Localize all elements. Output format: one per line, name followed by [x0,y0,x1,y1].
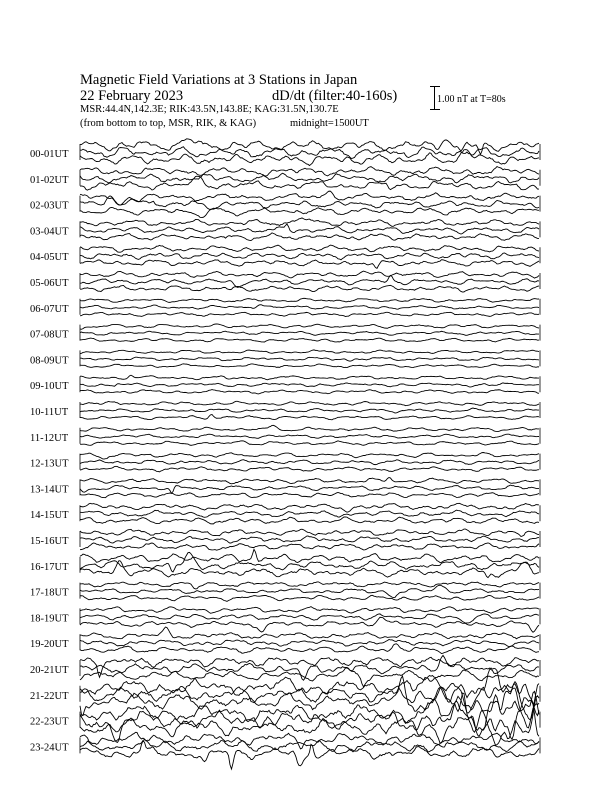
station-trace-msr [80,595,539,601]
station-trace-rik [80,585,539,597]
hour-row [30,425,540,445]
station-trace-rik [80,331,539,335]
station-trace-kag [80,218,539,226]
station-trace-msr [80,176,539,190]
row-label: 18-19UT [30,613,69,625]
station-trace-rik [80,275,539,287]
station-trace-kag [80,298,539,302]
hour-row [30,549,540,577]
station-trace-kag [80,139,539,155]
chart-title: Magnetic Field Variations at 3 Stations in Japan [80,72,358,88]
hour-row [30,324,540,342]
station-trace-msr [80,285,539,292]
midnight-label: midnight=1500UT [290,118,369,129]
hour-row [30,478,540,498]
row-label: 16-17UT [30,561,69,573]
station-trace-rik [80,196,539,210]
hour-row [30,732,540,769]
station-trace-msr [80,644,539,654]
station-trace-rik [80,224,539,234]
row-label: 15-16UT [30,536,69,547]
station-trace-kag [80,324,539,329]
row-label: 06-07UT [30,303,69,315]
station-trace-msr [80,676,539,728]
hour-row [30,503,540,524]
station-trace-msr [80,150,539,166]
station-trace-rik [80,173,539,183]
hour-row [30,298,540,316]
row-label: 08-09UT [30,355,69,367]
hour-row [30,582,540,602]
station-trace-msr [80,492,539,497]
station-trace-msr [80,233,539,241]
hour-row [30,191,540,217]
station-trace-rik [80,485,539,493]
station-trace-msr [80,466,539,472]
station-trace-rik [80,510,539,517]
station-trace-kag [80,425,539,431]
row-label: 00-01UT [30,149,69,160]
hour-row [30,655,540,686]
station-trace-rik [80,357,539,361]
station-trace-kag [80,503,539,512]
station-trace-kag [80,607,539,614]
station-trace-msr [80,617,539,632]
station-trace-kag [80,549,539,562]
station-trace-kag [80,375,539,380]
hour-row [30,245,540,268]
hour-row [30,627,540,654]
row-label: 17-18UT [30,587,69,599]
station-trace-rik [80,639,539,646]
hour-row [30,607,540,633]
row-label: 12-13UT [30,458,69,470]
row-label: 11-12UT [30,432,69,444]
row-label: 13-14UT [30,484,69,496]
station-trace-kag [80,167,539,177]
station-trace-rik [80,383,539,387]
station-trace-kag [80,582,539,589]
station-trace-msr [80,338,539,342]
station-trace-rik [80,434,539,438]
row-label: 19-20UT [30,639,69,651]
row-label: 07-08UT [30,329,69,341]
station-trace-kag [80,668,539,716]
station-trace-msr [80,543,539,550]
stations-label: MSR:44.4N,142.3E; RIK:43.5N,143.8E; KAG:31.5N,130.7E [80,104,339,115]
station-trace-msr [80,696,539,745]
station-trace-rik [80,408,539,413]
station-trace-kag [80,245,539,252]
station-trace-kag [80,401,539,405]
station-trace-kag [80,529,539,536]
row-label: 04-05UT [30,252,69,264]
station-trace-msr [80,207,539,217]
hour-row [30,401,540,419]
station-trace-kag [80,271,539,278]
hour-row [30,218,540,241]
row-label: 22-23UT [30,716,69,728]
station-trace-rik [80,536,539,543]
station-trace-rik [80,305,539,309]
station-order-label: (from bottom to top, MSR, RIK, & KAG) [80,118,257,129]
station-trace-msr [80,390,539,394]
station-trace-msr [80,415,539,420]
row-label: 05-06UT [30,278,69,289]
row-label: 21-22UT [30,690,69,702]
row-label: 10-11UT [30,407,69,418]
hour-row [30,375,540,394]
row-label: 02-03UT [30,200,69,212]
hour-row [30,271,540,292]
station-trace-rik [80,253,539,260]
filter-label: dD/dt (filter:40-160s) [272,88,398,104]
station-trace-kag [80,732,539,749]
row-label: 01-02UT [30,174,69,186]
row-label: 14-15UT [30,510,69,522]
station-trace-kag [80,627,539,639]
hour-row [30,453,540,472]
row-label: 20-21UT [30,665,69,676]
scale-label: 1.00 nT at T=80s [437,94,506,105]
hour-row [30,139,540,166]
station-trace-rik [80,655,539,680]
row-label: 09-10UT [30,381,69,393]
station-trace-kag [80,350,539,354]
chart-date: 22 February 2023 [80,88,184,104]
station-trace-msr [80,364,539,368]
station-trace-kag [80,453,539,460]
hour-row [30,529,540,550]
station-trace-msr [80,441,539,446]
hour-row [30,350,540,368]
station-trace-kag [80,478,539,484]
row-label: 03-04UT [30,226,69,238]
station-trace-msr [80,668,539,687]
station-trace-msr [80,312,539,316]
station-trace-rik [80,147,539,159]
hour-row [30,167,540,191]
row-label: 23-24UT [30,742,69,754]
station-trace-msr [80,260,539,269]
station-trace-rik [80,460,539,465]
station-trace-msr [80,517,539,524]
